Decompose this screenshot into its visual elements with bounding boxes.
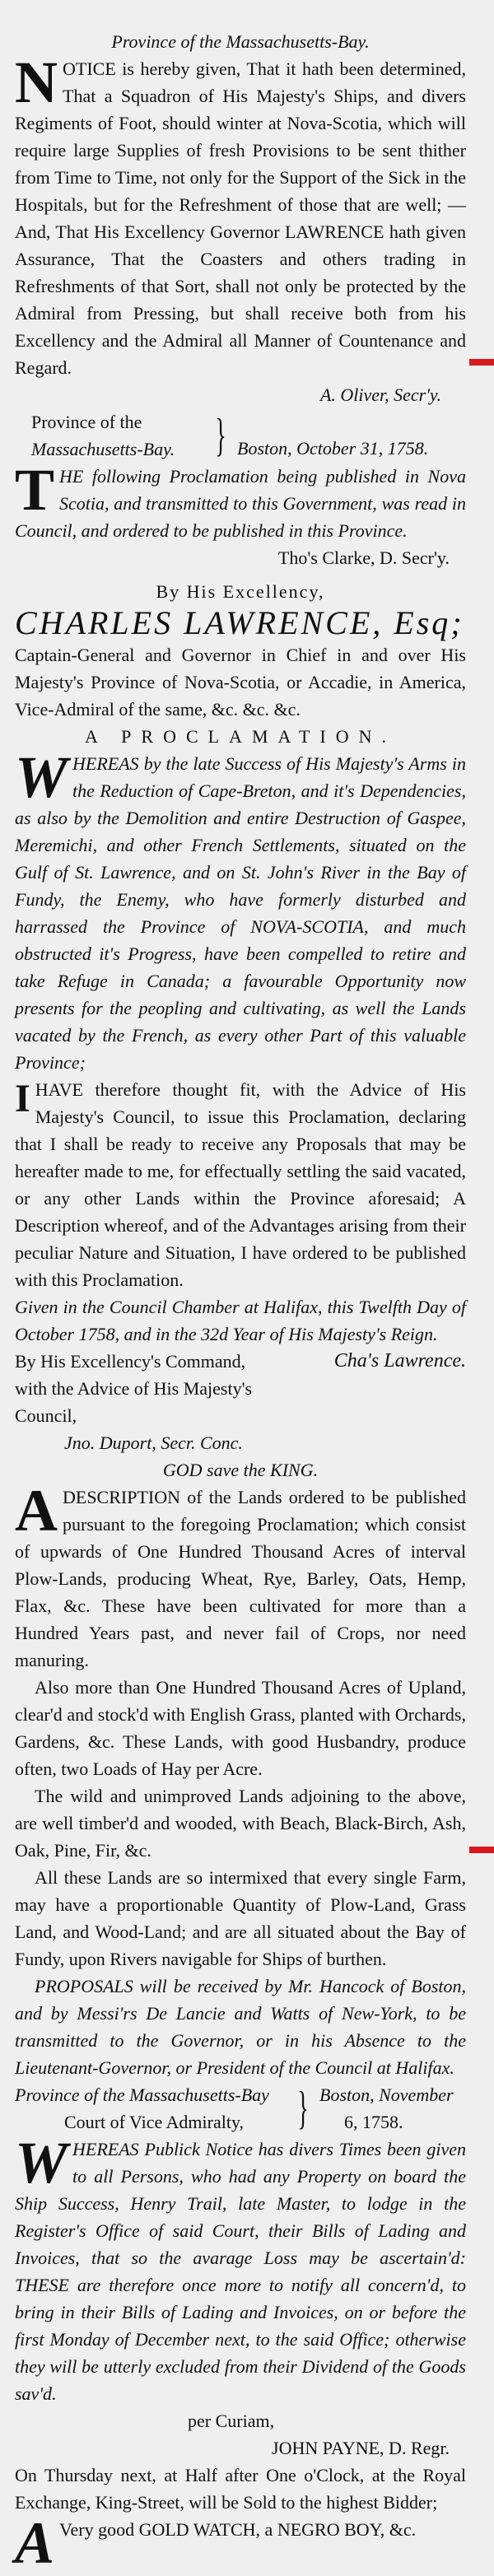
proposals-text: PROPOSALS will be received by Mr. Hancock of Boston, and by Messi'rs De Lancie and Watts of New-York, to be transmitted to the Governor, or in his Absence to the Lieutenant-Governor, or President of the Council at Halifax.	[15, 1976, 466, 2078]
command-text: By His Excellency's Command, with the Advice of His Majesty's Council,	[15, 1351, 253, 1426]
drop-cap: N	[15, 49, 58, 115]
description-paragraph	[15, 1478, 466, 1674]
intro-signature: Tho's Clarke, D. Secr'y.	[277, 547, 450, 568]
admiralty-notice	[15, 2130, 466, 2407]
dateline	[15, 2081, 466, 2136]
notice-signature: A. Oliver, Secr'y.	[319, 384, 441, 405]
intro-text: HE following Proclamation being published in Nova Scotia, and transmitted to this Government, was read in Council, and ordered to be published in this Province.	[15, 466, 466, 541]
description-text: DESCRIPTION of the Lands ordered to be published pursuant to the foregoing Proclamation; which consist of upwards of One Hundred Thousand Acres of interval Plow-Lands, producing Wheat, Rye, Barley, Oats, Hemp, Flax, &c. These have been cultivated for more than a Hundred Years past, and never fail of Crops, nor need manuring.	[15, 1487, 466, 1670]
notice-header: Province of the Massachusetts-Bay.	[111, 31, 370, 52]
admiralty-text: HEREAS Publick Notice has divers Times been given to all Persons, who had any Property on board the Ship Success, Henry Trail, late Master, to lodge in the Register's Office of said Court, their Bills of Lading and Invoices, that so the avarage Loss may be ascertain'd: THESE are therefore once more to notify all concern'd, to bring in their Bills of Lading and Invoices, on or before the first Monday of December next, to the said Office; otherwise they will be utterly excluded from their Dividend of the Goods sav'd.	[15, 2139, 466, 2404]
description-text: Also more than One Hundred Thousand Acres of Upland, clear'd and stock'd with English Grass, planted with Orchards, Gardens, &c. These Lands, with good Husbandry, produce often, two Loads of Hay per Acre.	[15, 1677, 466, 1779]
whereas-text: HEREAS by the late Success of His Majesty's Arms in the Reduction of Cape-Breton, and it's Dependencies, as also by the Demolition and entire Destruction of Gaspee, Meremichi, and other French Settlements, situated on the Gulf of St. Lawrence, and on St. John's River in the Bay of Fundy, the Enemy, who have formerly disturbed and harrassed the Province of NOVA-SCOTIA, and much obstructed it's Progress, have been compelled to retire and take Refuge in Canada; a favourable Opportunity now presents for the peopling and cultivating, as well the Lands vacated by the French, as every other Part of this valuable Province;	[15, 753, 466, 1073]
dateline-left: Province of the	[31, 412, 142, 432]
brace-icon: }	[215, 410, 226, 461]
newspaper-column	[15, 28, 466, 2576]
dateline-right: Boston, November	[319, 2085, 454, 2105]
given-text: Given in the Council Chamber at Halifax, this Twelfth Day of October 1758, and in the 32d Year of His Majesty's Reign.	[15, 1297, 466, 1344]
clerk: Jno. Duport, Secr. Conc.	[64, 1432, 243, 1453]
drop-cap: I	[15, 1077, 30, 1120]
ihave-paragraph	[15, 1076, 466, 1293]
by-his-excellency: By His Excellency,	[156, 581, 325, 602]
god-save-the-king: GOD save the KING.	[162, 1460, 319, 1480]
per-curiam: per Curiam,	[188, 2411, 275, 2431]
drop-cap: W	[15, 744, 68, 810]
sale-item	[15, 2510, 466, 2576]
governor-name: CHARLES LAWRENCE, Esq;	[15, 604, 464, 641]
drop-cap: A	[15, 1478, 58, 1544]
admiralty-signature: JOHN PAYNE, D. Regr.	[272, 2438, 450, 2458]
dateline	[15, 408, 466, 463]
dateline-right: Boston, October 31, 1758.	[237, 437, 429, 459]
dateline-left: Province of the Massachusetts-Bay	[15, 2085, 269, 2105]
governor-titles: Captain-General and Governor in Chief in and over His Majesty's Province of Nova-Scotia, or Accadie, in America, Vice-Admiral of the same, &c. &c. &c.	[15, 645, 466, 720]
drop-cap: A	[15, 2510, 55, 2576]
intro-paragraph	[15, 457, 466, 544]
proclamation-heading: A PROCLAMATION.	[84, 726, 397, 747]
command-block	[15, 1348, 466, 1429]
drop-cap: T	[15, 457, 55, 523]
drop-cap: W	[15, 2130, 68, 2196]
brace-icon: }	[297, 2083, 309, 2134]
dateline-right: 6, 1758.	[344, 2112, 403, 2132]
whereas-paragraph	[15, 744, 466, 1076]
ihave-text: HAVE therefore thought fit, with the Advice of His Majesty's Council, to issue this Proclamation, declaring that I shall be ready to receive any Proposals that may be hereafter made to me, for effectually settling the said vacated, or any other Lands within the Province aforesaid; A Description whereof, and of the Advantages arising from their peculiar Nature and Situation, I have ordered to be published with this Proclamation.	[15, 1079, 466, 1290]
sale-item-text: Very good GOLD WATCH, a NEGRO BOY, &c.	[59, 2519, 417, 2540]
description-text: The wild and unimproved Lands adjoining to the above, are well timber'd and wooded, with Beach, Black-Birch, Ash, Oak, Pine, Fir, &c.	[15, 1786, 466, 1861]
margin-marker	[469, 1847, 494, 1853]
signer: Cha's Lawrence.	[333, 1350, 466, 1372]
description-text: All these Lands are so intermixed that every single Farm, may have a proportionable Quantity of Plow-Land, Grass Land, and Wood-Land; and are all situated about the Bay of Fundy, upon Rivers navigable for Ships of burthen.	[15, 1867, 466, 1969]
notice-text: OTICE is hereby given, That it hath been determined, That a Squadron of His Majesty's Ships, and divers Regiments of Foot, should winter at Nova-Scotia, which will require large Supplies of fresh Provisions to be sent thither from Time to Time, not only for the Support of the Sick in the Hospitals, but for the Refreshment of those that are well; —And, That His Excellency Governor LAWRENCE hath given Assurance, That the Coasters and others trading in Refreshments of that Sort, shall not only be protected by the Admiral from Pressing, but shall receive both from his Excellency and the Admiral all Manner of Countenance and Regard.	[15, 58, 466, 378]
sale-text: On Thursday next, at Half after One o'Clock, at the Royal Exchange, King-Street, will be Sold to the highest Bidder;	[15, 2465, 466, 2513]
notice-paragraph	[15, 49, 466, 381]
margin-marker	[469, 359, 494, 366]
dateline-left: Massachusetts-Bay.	[31, 439, 175, 459]
dateline-left: Court of Vice Admiralty,	[64, 2112, 245, 2132]
